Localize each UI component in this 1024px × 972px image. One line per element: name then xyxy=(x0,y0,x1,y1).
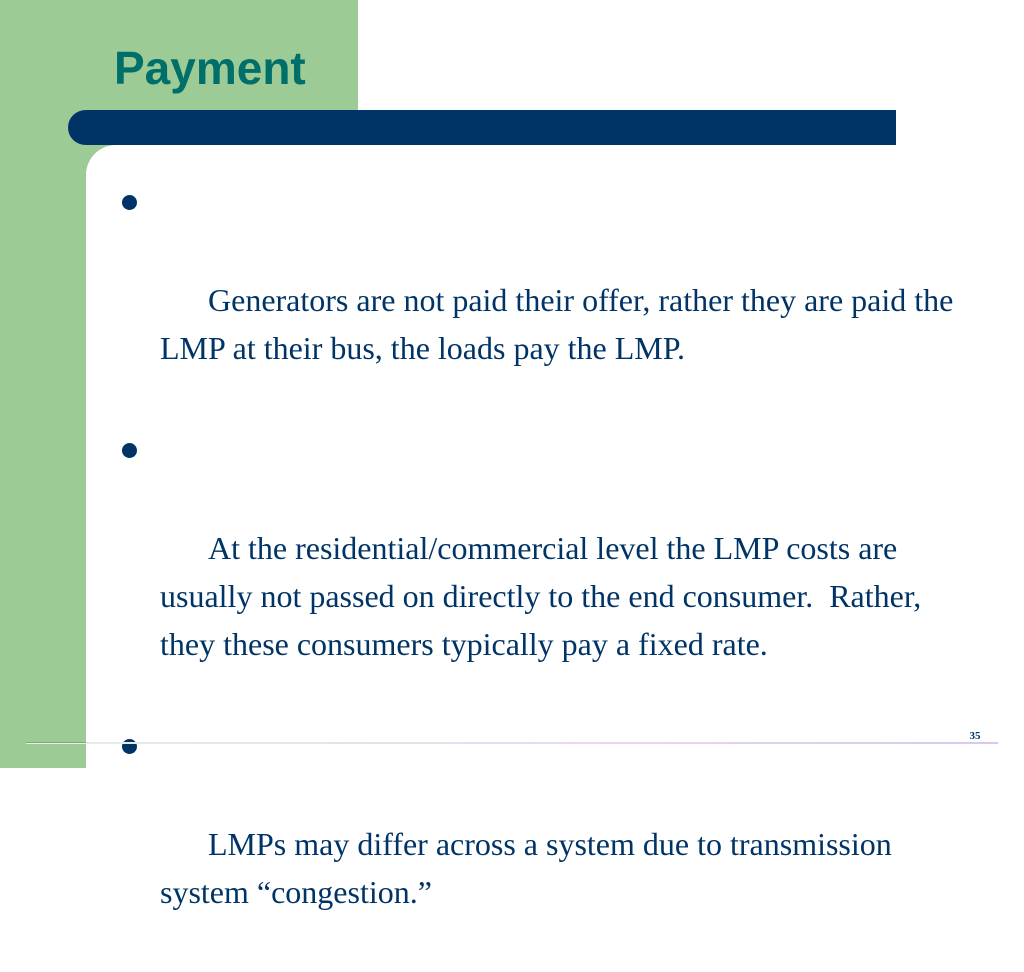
bullet-text: At the residential/commercial level the LMP costs are usually not passed on directly to the end consumer. Rather, they these consumers typically pay a fixed rate. xyxy=(160,530,930,662)
bullet-text: Generators are not paid their offer, rather they are paid the LMP at their bus, the loads pay the LMP. xyxy=(160,282,962,366)
footer-divider xyxy=(26,742,998,744)
footer-divider-accent xyxy=(26,742,86,743)
bullet-item xyxy=(122,428,982,716)
page-number: 35 xyxy=(969,730,981,742)
bullet-dot-icon xyxy=(122,195,137,210)
bullet-text: LMPs may differ across a system due to transmission system “congestion.” xyxy=(160,826,900,910)
green-side-band xyxy=(0,113,86,768)
slide-title: Payment xyxy=(114,42,306,94)
bullet-list xyxy=(122,180,982,972)
bullet-dot-icon xyxy=(122,443,137,458)
title-underline-bar xyxy=(68,110,896,145)
bullet-item xyxy=(122,724,982,964)
bullet-item xyxy=(122,180,982,420)
